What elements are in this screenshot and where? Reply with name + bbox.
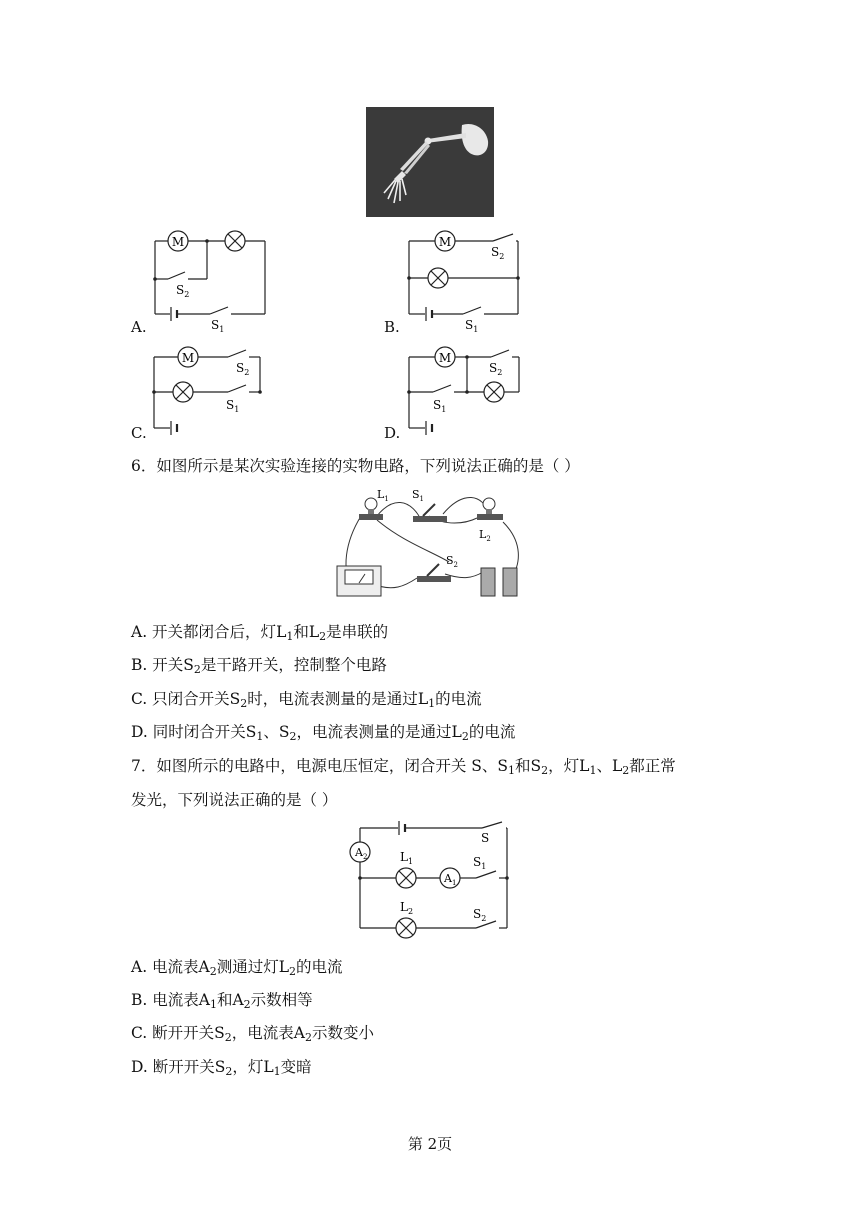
q7-option-a: A. 电流表$A_2$测通过灯$L_2$的电流 [131, 958, 343, 978]
figure-label-s2: $S_2$ [446, 554, 459, 569]
page-number: 第 2页 [407, 1135, 453, 1153]
svg-text:M: M [181, 351, 195, 365]
svg-text:S1: $S_1$ [433, 398, 447, 414]
switch-s1-label: $S_1$ [211, 318, 225, 334]
q7-option-b: B. 电流表$A_1$和$A_2$示数相等 [131, 991, 313, 1011]
circuit-diagram-b [395, 228, 535, 334]
q6-option-d: D. 同时闭合开关$S_1$、$S_2$，电流表测量的是通过$L_2$的电流 [131, 723, 516, 743]
circuit-diagram-c [140, 342, 280, 442]
q7-label-s2: $S_2$ [473, 907, 487, 923]
q7-label-s: S [481, 831, 490, 845]
q7-circuit-diagram [340, 818, 520, 944]
q7-label-a2: $A_2$ [355, 846, 368, 861]
q7-label-l2: $L_2$ [400, 900, 414, 916]
svg-text:S2: $S_2$ [489, 361, 503, 377]
q6-option-a: A. 开关都闭合后，灯$L_1$和$L_2$是串联的 [131, 623, 389, 643]
figure-label-s1: $S_1$ [412, 488, 425, 503]
q6-option-b: B. 开关$S_2$是干路开关，控制整个电路 [131, 656, 387, 676]
q7-label-s1: $S_1$ [473, 855, 487, 871]
arm-skeleton-image [366, 107, 494, 217]
physical-circuit-figure [333, 482, 533, 606]
svg-text:S2: $S_2$ [491, 245, 505, 261]
motor-label: M [171, 235, 185, 249]
svg-text:M: M [438, 235, 452, 249]
svg-text:S1: $S_1$ [465, 318, 479, 334]
option-c-label: C. [131, 424, 147, 442]
q6-option-c: C. 只闭合开关$S_2$时，电流表测量的是通过$L_1$的电流 [131, 690, 482, 710]
option-b-label: B. [384, 318, 400, 336]
q7-label-l1: $L_1$ [400, 850, 414, 866]
q7-option-d: D. 断开开关$S_2$，灯$L_1$变暗 [131, 1058, 312, 1078]
svg-text:S1: $S_1$ [226, 398, 240, 414]
figure-label-l1: $L_1$ [377, 488, 389, 503]
switch-s2-label: $S_2$ [176, 283, 190, 299]
option-d-label: D. [384, 424, 401, 442]
question-7-stem-line1: 7．如图所示的电路中，电源电压恒定，闭合开关 S、$S_1$和$S_2$，灯$L_1$、$L_2$都正常 [131, 757, 676, 777]
circuit-diagram-a [140, 228, 280, 334]
circuit-diagram-d [395, 342, 535, 442]
question-7-stem-line2: 发光，下列说法正确的是（ ） [131, 791, 338, 809]
svg-text:S2: $S_2$ [236, 361, 250, 377]
question-6-stem: 6．如图所示是某次实验连接的实物电路，下列说法正确的是（ ） [131, 457, 580, 475]
option-a-label: A. [131, 318, 147, 336]
q7-option-c: C. 断开开关$S_2$，电流表$A_2$示数变小 [131, 1024, 374, 1044]
q7-label-a1: $A_1$ [444, 872, 457, 887]
figure-label-l2: $L_2$ [479, 528, 491, 543]
svg-text:M: M [438, 351, 452, 365]
arm-skeleton-drawing [366, 107, 494, 217]
